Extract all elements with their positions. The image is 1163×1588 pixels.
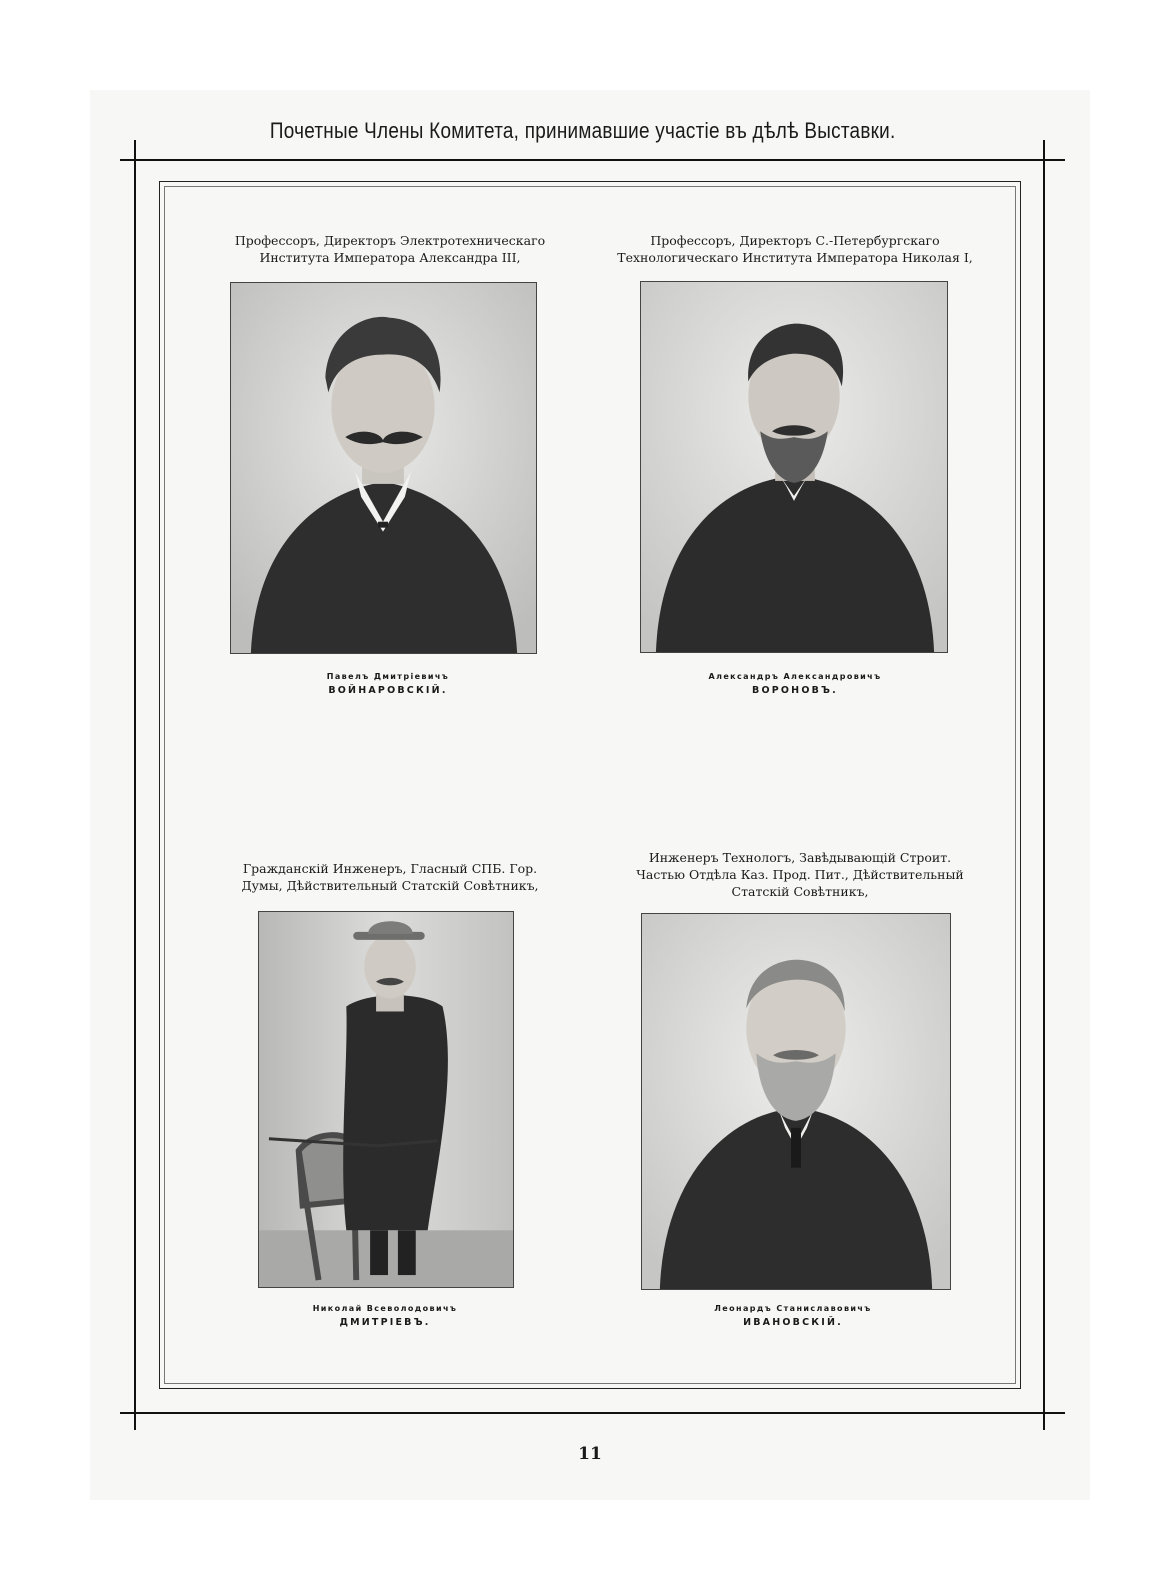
portrait-3-surname: ДМИТРІЕВЪ.	[339, 1317, 431, 1328]
portrait-1-first-name: Павелъ Дмитріевичъ	[326, 672, 450, 681]
bottom-rule	[120, 1412, 1065, 1414]
bottom-rule-tick-left	[134, 1398, 136, 1430]
right-side-rule	[1043, 160, 1045, 1430]
portrait-3-name	[280, 1302, 490, 1330]
portrait-3-first-name: Николай Всеволодовичъ	[312, 1304, 458, 1313]
portrait-1-caption-line: Профессоръ, Директоръ Электротехническаго	[234, 233, 546, 248]
portrait-4-photo	[641, 913, 951, 1290]
portrait-2-surname: ВОРОНОВЪ.	[752, 685, 838, 696]
portrait-2-caption-line: Технологическаго Института Императора Николая I,	[617, 250, 973, 265]
portrait-3-caption	[200, 860, 580, 894]
portrait-1-name	[283, 670, 493, 698]
portrait-1-photo	[230, 282, 537, 654]
portrait-3-caption-line: Думы, Дѣйствительный Статскій Совѣтникъ,	[241, 878, 539, 893]
portrait-2-photo	[640, 281, 948, 653]
portrait-4-caption-line: Статскій Совѣтникъ,	[731, 884, 869, 899]
portrait-4-caption-line: Частью Отдѣла Каз. Прод. Пит., Дѣйствительный	[636, 867, 964, 882]
portrait-2-first-name: Александръ Александровичъ	[708, 672, 882, 681]
portrait-4-caption-line: Инженеръ Технологъ, Завѣдывающій Строит.	[648, 850, 952, 865]
portrait-4-caption	[605, 849, 995, 900]
portrait-4-first-name: Леонардъ Станиславовичъ	[714, 1304, 872, 1313]
portrait-4-surname: ИВАНОВСКІЙ.	[743, 1317, 843, 1328]
portrait-4-name	[688, 1302, 898, 1330]
page-heading: Почетные Члены Комитета, принимавшие участіе въ дѣлѣ Выставки.	[269, 118, 896, 143]
portrait-2-figure	[641, 282, 947, 652]
left-side-rule	[134, 160, 136, 1430]
portrait-4-figure	[642, 914, 950, 1289]
portrait-3-caption-line: Гражданскій Инженеръ, Гласный СПБ. Гор.	[242, 861, 538, 876]
bottom-rule-tick-right	[1043, 1398, 1045, 1430]
portrait-2-caption	[600, 232, 990, 266]
portrait-3-photo	[258, 911, 514, 1288]
portrait-1-surname: ВОЙНАРОВСКІЙ.	[328, 685, 448, 696]
portrait-2-caption-line: Профессоръ, Директоръ С.-Петербургскаго	[650, 233, 940, 248]
portrait-1-caption	[200, 232, 580, 266]
portrait-2-name	[690, 670, 900, 698]
portrait-3-figure	[259, 912, 513, 1287]
portrait-1-figure	[231, 283, 536, 653]
top-rule	[120, 159, 1065, 161]
portrait-1-caption-line: Института Императора Александра III,	[259, 250, 521, 265]
page-number: 11	[578, 1444, 602, 1464]
